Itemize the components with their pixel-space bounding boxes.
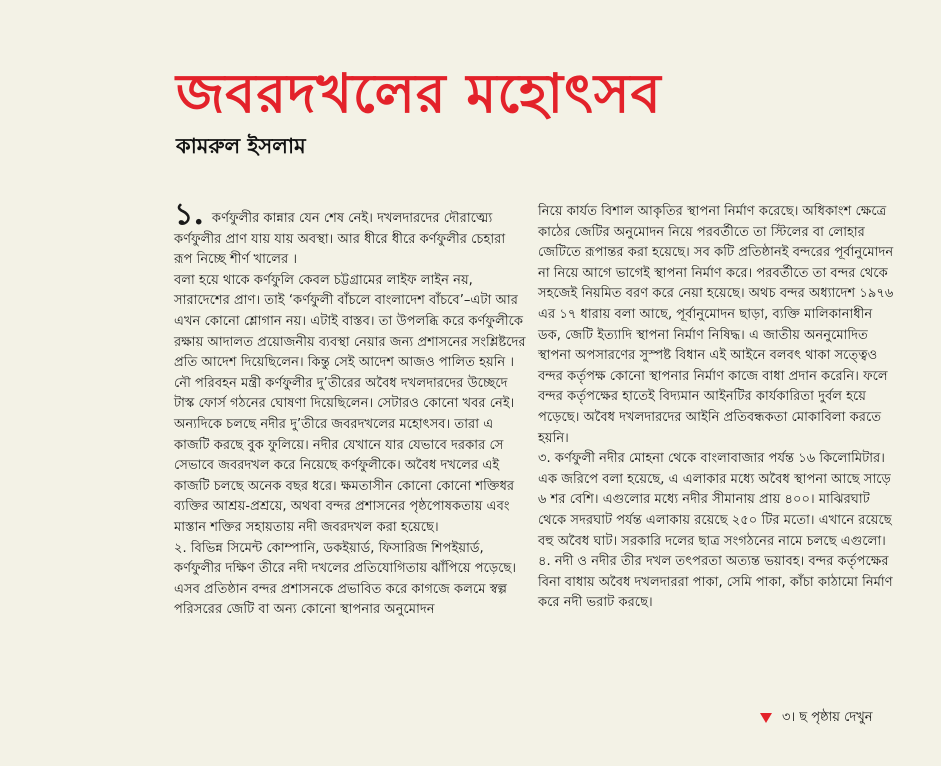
paragraph-5: ৩. কর্ণফুলী নদীর মোহনা থেকে বাংলাবাজার পর্যন্ত ১৬ কিলোমিটার। এক জরিপে বলা হয়েছে, এ এলাকার মধ্যে অবৈধ স্থাপনা আছে সাড়ে ৬ শর বেশি। এগুলোর মধ্যে নদীর সীমানায় প্রায় ৪০০। মাঝিরঘাট থেকে সদরঘাট পর্যন্ত এলাকায় রয়েছে ২৫০ টির মতো। এখানে রয়েছে বহু অবৈধ ঘাট। সরকারি দলের ছাত্র সংগঠনের নামে চলছে এগুলো। [538, 451, 892, 549]
paragraph-2: বলা হয়ে থাকে কর্ণফুলি কেবল চট্টগ্রামের লাইফ লাইন নয়, সারাদেশের প্রাণ। তাই ‘কর্ণফুলী বাঁচলে বাংলাদেশ বাঁচবে’–এটা আর এখন কোনো শ্লোগান নয়। এটাই বাস্তব। তা উপলব্ধি করে কর্ণফুলীকে রক্ষায় আদালত প্রয়োজনীয় ব্যবস্থা নেয়ার জন্য প্রশাসনের সংশ্লিষ্টদের প্রতি আদেশ দিয়েছিলেন। কিন্তু সেই আদেশ আজও পালিত হয়নি । নৌ পরিবহন মন্ত্রী কর্ণফুলীর দু’তীরের অবৈধ দখলদারদের উচ্ছেদে টাস্ক ফোর্স গঠনের ঘোষণা দিয়েছিলেন। সেটারও কোনো খবর নেই। অন্যদিকে চলছে নদীর দু’তীরে জবরদখলের মহোৎসব। তারা এ কাজটি করছে বুক ফুলিয়ে। নদীর যেখানে যার যেভাবে দরকার সে সেভাবে জবরদখল করে নিয়েছে কর্ণফুলীকে। অবৈধ দখলের এই কাজটি চলছে অনেক বছর ধরে। ক্ষমতাসীন কোনো কোনো শক্তিধর ব্যক্তির আশ্রয়-প্রশ্রয়ে, অথবা বন্দর প্রশাসনের পৃষ্ঠপোষকতায় এবং মাস্তান শক্তির সহায়তায় নদী জবরদখল করা হয়েছে। [174, 272, 526, 535]
continuation-text: ৩। ছ পৃষ্ঠায় দেখুন [782, 710, 873, 725]
triangle-down-icon [760, 713, 772, 723]
paragraph-1-text: কর্ণফুলীর কান্নার যেন শেষ নেই। দখলদারদের দৌরাত্ম্যে কর্ণফুলীর প্রাণ যায় যায় অবস্থা। আর ধীরে ধীরে কর্ণফুলীর চেহারা রূপ নিচ্ছে শীর্ণ খালের । [174, 211, 506, 268]
lead-numeral: ১. [174, 197, 204, 232]
paragraph-4: নিয়ে কার্যত বিশাল আকৃতির স্থাপনা নির্মাণ করেছে। অধিকাংশ ক্ষেত্রে কাঠের জেটির অনুমোদন নিয়ে পরবর্তীতে তা স্টিলের বা লোহার জেটিতে রূপান্তর করা হয়েছে। সব কটি প্রতিষ্ঠানই বন্দরের পূর্বানুমোদন না নিয়ে আগে ভাগেই স্থাপনা নির্মাণ করে। পরবর্তীতে তা বন্দর থেকে সহজেই নিয়মিত বরণ করে নেয়া হয়েছে। অথচ বন্দর অধ্যাদেশ ১৯৭৬ এর ১৭ ধারায় বলা আছে, পূর্বানুমোদন ছাড়া, ব্যক্তি মালিকানাধীন ডক, জেটি ইত্যাদি স্থাপনা নির্মাণ নিষিদ্ধ। এ জাতীয় অননুমোদিত স্থাপনা অপসারণের সুস্পষ্ট বিধান এই আইনে বলবৎ থাকা সত্ত্বেও বন্দর কর্তৃপক্ষ কোনো স্থাপনার নির্মাণ কাজে বাধা প্রদান করেনি। ফলে বন্দর কর্তৃপক্ষের হাতেই বিদ্যমান আইনটির কার্যকারিতা দুর্বল হয়ে পড়েছে। অবৈধ দখলদারদের আইনি প্রতিবন্ধকতা মোকাবিলা করতে হয়নি। [538, 204, 894, 446]
byline: কামরুল ইসলাম [176, 134, 306, 158]
right-column [538, 202, 894, 614]
continuation-note [760, 708, 873, 729]
paragraph-1 [174, 197, 526, 271]
paragraph-6: ৪. নদী ও নদীর তীর দখল তৎপরতা অত্যন্ত ভয়াবহ। বন্দর কর্তৃপক্ষের বিনা বাধায় অবৈধ দখলদাররা পাকা, সেমি পাকা, কাঁচা কাঠামো নির্মাণ করে নদী ভরাট করছে। [538, 554, 893, 611]
headline: জবরদখলের মহোৎসব [176, 61, 662, 125]
paragraph-3: ২. বিভিন্ন সিমেন্ট কোম্পানি, ডকইয়ার্ড, ফিসারিজ শিপইয়ার্ড, কর্ণফুলীর দক্ষিণ তীরে নদী দখলের প্রতিযোগিতায় ঝাঁপিয়ে পড়েছে। এসব প্রতিষ্ঠান বন্দর প্রশাসনকে প্রভাবিত করে কাগজে কলমে স্বল্প পরিসরের জেটি বা অন্য কোনো স্থাপনার অনুমোদন [174, 540, 517, 618]
left-column [174, 197, 526, 621]
